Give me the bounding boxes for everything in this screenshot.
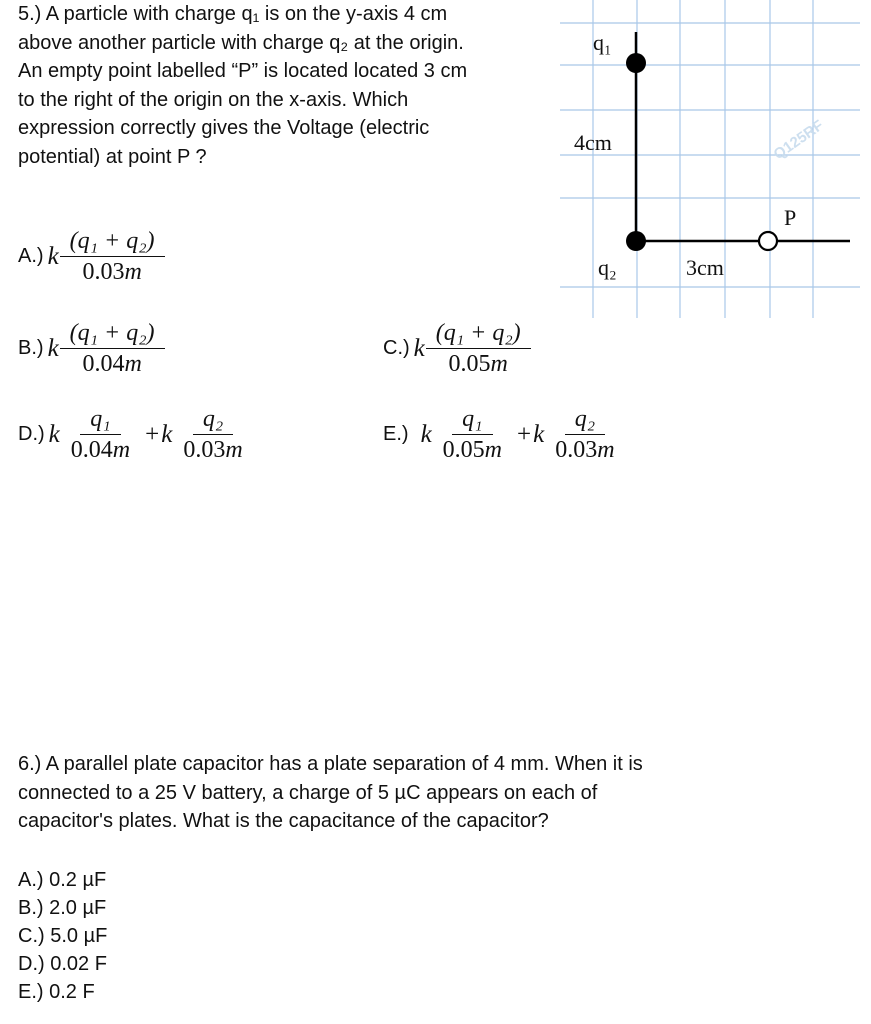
q1-label: q₁ bbox=[593, 30, 612, 55]
choice-a[interactable] bbox=[18, 226, 165, 287]
numerator: q₂ bbox=[565, 404, 605, 435]
fraction-1 bbox=[433, 404, 512, 465]
choice-e[interactable] bbox=[383, 404, 625, 465]
numerator: (q₁ + q₂) bbox=[60, 318, 165, 349]
constant-k: k bbox=[48, 420, 60, 448]
denominator: 0.03m bbox=[82, 259, 142, 285]
denominator: 0.03m bbox=[183, 437, 243, 463]
charge-diagram bbox=[560, 0, 860, 325]
q5-line: An empty point labelled “P” is located located 3 cm bbox=[18, 60, 468, 82]
q1-charge bbox=[626, 53, 646, 73]
q5-line: 5.) A particle with charge q₁ is on the y-axis 4 cm bbox=[18, 3, 448, 25]
numerator: (q₁ + q₂) bbox=[426, 318, 531, 349]
plus-sign: + bbox=[145, 420, 160, 448]
q5-line: expression correctly gives the Voltage (electric bbox=[18, 117, 430, 139]
question-6-choices bbox=[18, 866, 107, 1006]
q5-line: to the right of the origin on the x-axis. Which bbox=[18, 88, 409, 111]
denominator: 0.05m bbox=[448, 351, 508, 377]
numerator: (q₁ + q₂) bbox=[60, 226, 165, 257]
choice-a[interactable]: A.) 0.2 µF bbox=[18, 869, 107, 891]
denominator: 0.05m bbox=[442, 437, 503, 463]
watermark: Q125RF bbox=[770, 116, 827, 164]
constant-k: k bbox=[413, 334, 425, 362]
fraction-2 bbox=[545, 404, 624, 465]
constant-k: k bbox=[161, 420, 173, 448]
q6-line: 6.) A parallel plate capacitor has a plate separation of 4 mm. When it is bbox=[18, 753, 643, 775]
question-5-text bbox=[18, 0, 558, 171]
choice-e[interactable]: E.) 0.2 F bbox=[18, 981, 95, 1003]
fraction-2 bbox=[173, 404, 252, 465]
constant-k: k bbox=[47, 242, 59, 270]
numerator: q₁ bbox=[80, 404, 120, 435]
fraction bbox=[60, 226, 165, 287]
choice-c[interactable]: C.) 5.0 µF bbox=[18, 925, 108, 947]
choice-label: C.) bbox=[383, 337, 410, 359]
fraction bbox=[60, 318, 165, 379]
p-label: P bbox=[784, 205, 797, 230]
constant-k: k bbox=[533, 420, 545, 448]
q6-line: capacitor's plates. What is the capacitance of the capacitor? bbox=[18, 810, 549, 832]
q5-line: potential) at point P ? bbox=[18, 145, 207, 168]
denominator: 0.04m bbox=[82, 351, 142, 377]
choice-d[interactable]: D.) 0.02 F bbox=[18, 953, 107, 975]
vertical-distance-label: 4cm bbox=[574, 130, 612, 155]
plus-sign: + bbox=[517, 420, 532, 448]
point-p-marker bbox=[759, 232, 777, 250]
denominator: 0.04m bbox=[70, 437, 131, 463]
choice-b[interactable]: B.) 2.0 µF bbox=[18, 897, 107, 919]
q2-charge bbox=[626, 231, 646, 251]
constant-k: k bbox=[47, 334, 59, 362]
q5-line: above another particle with charge q₂ at the origin. bbox=[18, 31, 464, 54]
question-6-text bbox=[18, 750, 818, 836]
fraction-1 bbox=[61, 404, 140, 465]
choice-c[interactable] bbox=[383, 318, 531, 379]
choice-label: A.) bbox=[18, 245, 44, 267]
numerator: q₂ bbox=[193, 404, 233, 435]
choice-d[interactable] bbox=[18, 404, 253, 465]
choice-b[interactable] bbox=[18, 318, 165, 379]
choice-label: B.) bbox=[18, 337, 44, 359]
constant-k: k bbox=[420, 420, 432, 448]
choice-label: D.) bbox=[18, 423, 45, 445]
numerator: q₁ bbox=[452, 404, 492, 435]
choice-label: E.) bbox=[383, 423, 409, 445]
fraction bbox=[426, 318, 531, 379]
q6-line: connected to a 25 V battery, a charge of 5 µC appears on each of bbox=[18, 781, 598, 804]
horizontal-distance-label: 3cm bbox=[686, 255, 724, 280]
q2-label: q₂ bbox=[598, 255, 617, 280]
denominator: 0.03m bbox=[555, 437, 615, 463]
